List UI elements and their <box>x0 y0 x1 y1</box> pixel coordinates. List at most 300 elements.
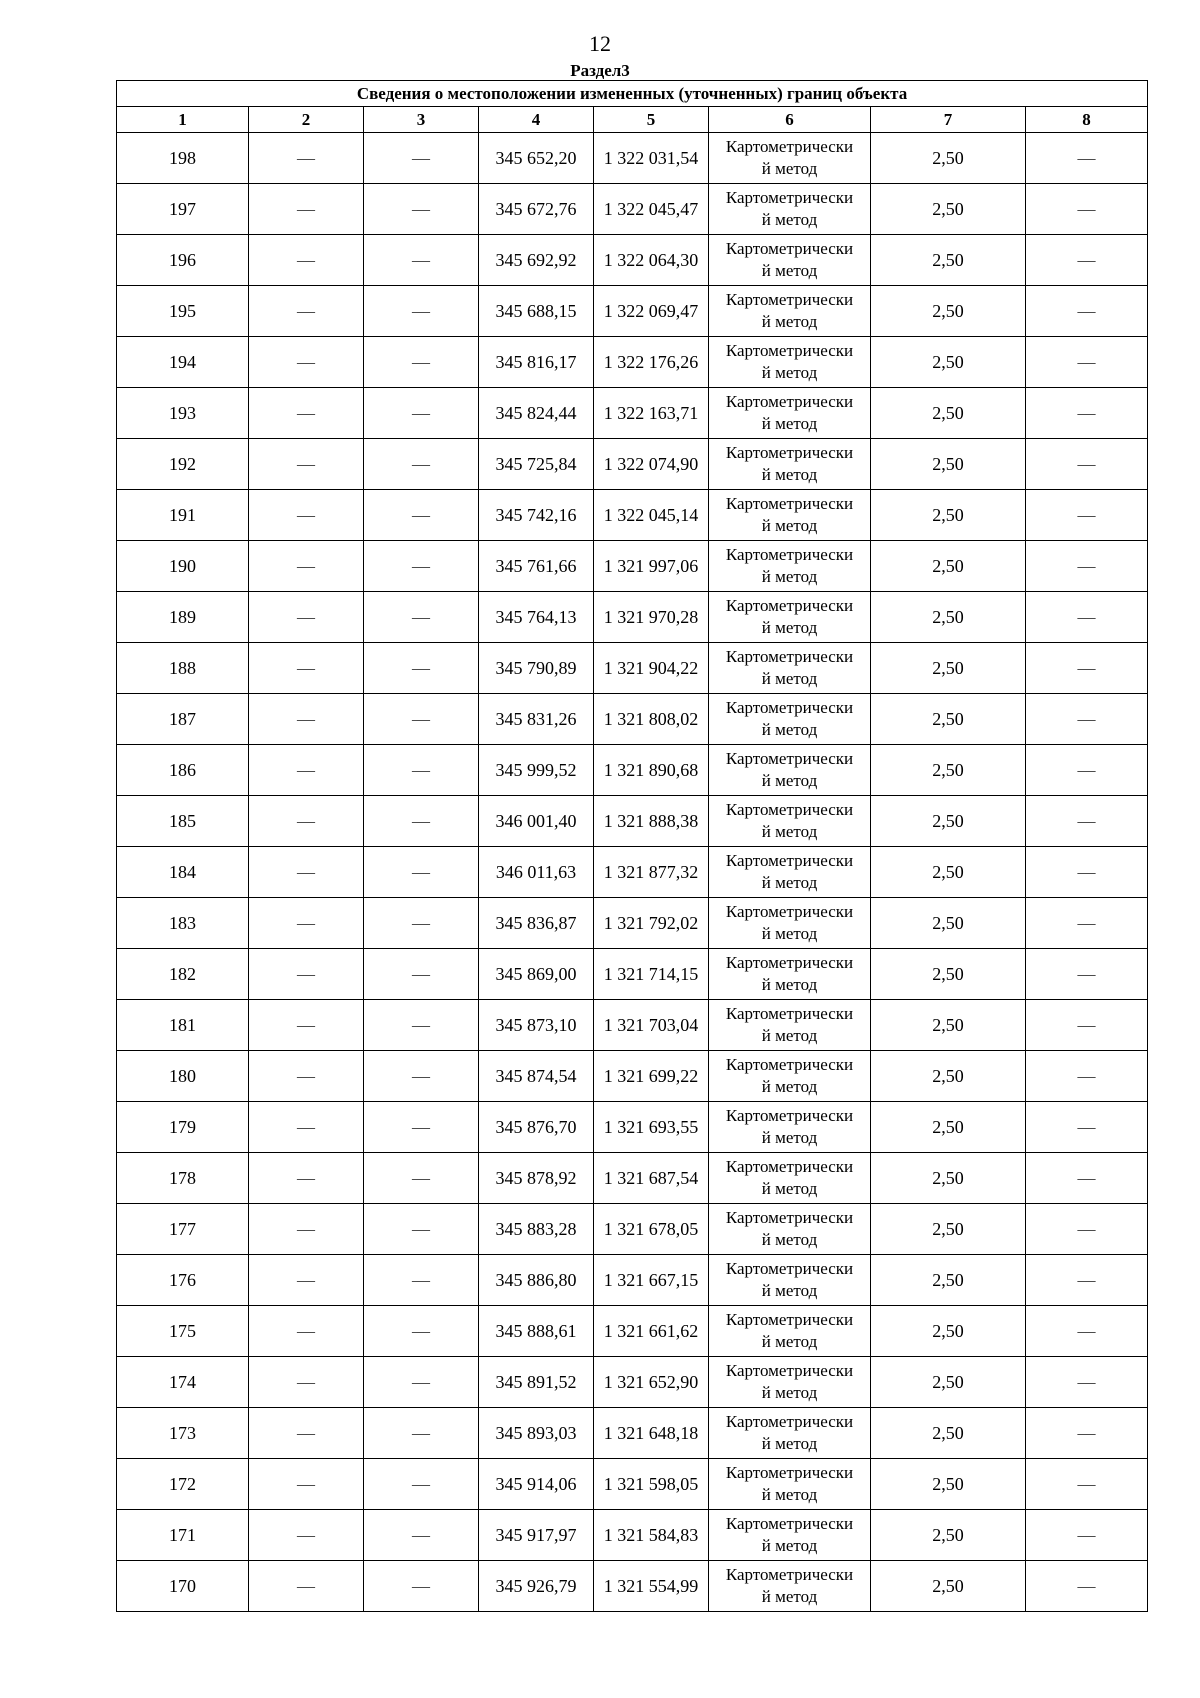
table-row <box>117 949 1148 1000</box>
col3-cell: — <box>364 1204 479 1255</box>
method-cell <box>709 1204 871 1255</box>
col3-cell: — <box>364 949 479 1000</box>
accuracy-cell: 2,50 <box>871 184 1026 235</box>
col8-cell: — <box>1026 643 1148 694</box>
x-coordinate-cell: 345 893,03 <box>479 1408 594 1459</box>
method-line-2: й метод <box>761 1485 818 1504</box>
method-cell <box>709 388 871 439</box>
col8-cell: — <box>1026 439 1148 490</box>
col8-cell: — <box>1026 1255 1148 1306</box>
method-line-2: й метод <box>761 720 818 739</box>
point-number-cell: 183 <box>117 898 249 949</box>
accuracy-cell: 2,50 <box>871 1408 1026 1459</box>
col2-cell: — <box>249 847 364 898</box>
column-number-header: 7 <box>871 107 1026 133</box>
method-cell <box>709 1561 871 1612</box>
accuracy-cell: 2,50 <box>871 1153 1026 1204</box>
column-number-header: 4 <box>479 107 594 133</box>
y-coordinate-cell: 1 321 652,90 <box>594 1357 709 1408</box>
method-line-2: й метод <box>761 618 818 637</box>
col2-cell: — <box>249 1000 364 1051</box>
accuracy-cell: 2,50 <box>871 1459 1026 1510</box>
y-coordinate-cell: 1 322 045,47 <box>594 184 709 235</box>
point-number-cell: 173 <box>117 1408 249 1459</box>
page-number: 12 <box>589 31 611 56</box>
method-cell <box>709 796 871 847</box>
col2-cell: — <box>249 1204 364 1255</box>
point-number-cell: 175 <box>117 1306 249 1357</box>
table-row <box>117 286 1148 337</box>
col8-cell: — <box>1026 1306 1148 1357</box>
method-line-1: Картометрически <box>725 1514 854 1533</box>
table-row <box>117 133 1148 184</box>
x-coordinate-cell: 345 688,15 <box>479 286 594 337</box>
method-line-1: Картометрически <box>725 953 854 972</box>
method-line-2: й метод <box>761 771 818 790</box>
method-cell <box>709 694 871 745</box>
method-line-2: й метод <box>761 1179 818 1198</box>
point-number-cell: 176 <box>117 1255 249 1306</box>
x-coordinate-cell: 345 886,80 <box>479 1255 594 1306</box>
method-line-1: Картометрически <box>725 1055 854 1074</box>
col2-cell: — <box>249 592 364 643</box>
col3-cell: — <box>364 796 479 847</box>
y-coordinate-cell: 1 322 045,14 <box>594 490 709 541</box>
point-number-cell: 182 <box>117 949 249 1000</box>
method-line-1: Картометрически <box>725 902 854 921</box>
accuracy-cell: 2,50 <box>871 949 1026 1000</box>
point-number-cell: 179 <box>117 1102 249 1153</box>
col2-cell: — <box>249 1357 364 1408</box>
method-cell <box>709 133 871 184</box>
x-coordinate-cell: 345 742,16 <box>479 490 594 541</box>
method-line-2: й метод <box>761 261 818 280</box>
col8-cell: — <box>1026 1408 1148 1459</box>
col2-cell: — <box>249 235 364 286</box>
x-coordinate-cell: 345 917,97 <box>479 1510 594 1561</box>
y-coordinate-cell: 1 321 714,15 <box>594 949 709 1000</box>
table-row <box>117 796 1148 847</box>
x-coordinate-cell: 345 831,26 <box>479 694 594 745</box>
method-line-2: й метод <box>761 1536 818 1555</box>
y-coordinate-cell: 1 321 678,05 <box>594 1204 709 1255</box>
table-row <box>117 1000 1148 1051</box>
y-coordinate-cell: 1 321 703,04 <box>594 1000 709 1051</box>
column-number-header: 2 <box>249 107 364 133</box>
col3-cell: — <box>364 1255 479 1306</box>
method-line-2: й метод <box>761 414 818 433</box>
method-cell <box>709 490 871 541</box>
method-line-1: Картометрически <box>725 137 854 156</box>
col3-cell: — <box>364 133 479 184</box>
table-row <box>117 439 1148 490</box>
method-cell <box>709 949 871 1000</box>
col8-cell: — <box>1026 694 1148 745</box>
accuracy-cell: 2,50 <box>871 1051 1026 1102</box>
table-row <box>117 388 1148 439</box>
method-line-1: Картометрически <box>725 1259 854 1278</box>
col2-cell: — <box>249 337 364 388</box>
table-caption: Сведения о местоположении измененных (уточненных) границ объекта <box>117 81 1148 107</box>
col8-cell: — <box>1026 796 1148 847</box>
method-line-2: й метод <box>761 1332 818 1351</box>
col8-cell: — <box>1026 541 1148 592</box>
table-body <box>117 133 1148 1612</box>
y-coordinate-cell: 1 321 554,99 <box>594 1561 709 1612</box>
x-coordinate-cell: 345 824,44 <box>479 388 594 439</box>
y-coordinate-cell: 1 321 687,54 <box>594 1153 709 1204</box>
x-coordinate-cell: 345 891,52 <box>479 1357 594 1408</box>
x-coordinate-cell: 345 878,92 <box>479 1153 594 1204</box>
table-row <box>117 235 1148 286</box>
method-line-2: й метод <box>761 159 818 178</box>
col2-cell: — <box>249 796 364 847</box>
method-cell <box>709 1051 871 1102</box>
y-coordinate-cell: 1 322 074,90 <box>594 439 709 490</box>
y-coordinate-cell: 1 321 648,18 <box>594 1408 709 1459</box>
method-line-1: Картометрически <box>725 1004 854 1023</box>
table-row <box>117 1051 1148 1102</box>
y-coordinate-cell: 1 321 584,83 <box>594 1510 709 1561</box>
method-line-1: Картометрически <box>725 800 854 819</box>
method-line-2: й метод <box>761 210 818 229</box>
col3-cell: — <box>364 1408 479 1459</box>
method-line-2: й метод <box>761 975 818 994</box>
method-cell <box>709 1357 871 1408</box>
col3-cell: — <box>364 490 479 541</box>
method-line-2: й метод <box>761 465 818 484</box>
accuracy-cell: 2,50 <box>871 490 1026 541</box>
point-number-cell: 178 <box>117 1153 249 1204</box>
method-line-1: Картометрически <box>725 1361 854 1380</box>
col8-cell: — <box>1026 235 1148 286</box>
y-coordinate-cell: 1 322 176,26 <box>594 337 709 388</box>
x-coordinate-cell: 346 011,63 <box>479 847 594 898</box>
col2-cell: — <box>249 184 364 235</box>
method-line-2: й метод <box>761 822 818 841</box>
method-cell <box>709 439 871 490</box>
col3-cell: — <box>364 1306 479 1357</box>
col3-cell: — <box>364 541 479 592</box>
x-coordinate-cell: 345 874,54 <box>479 1051 594 1102</box>
accuracy-cell: 2,50 <box>871 1510 1026 1561</box>
method-line-2: й метод <box>761 516 818 535</box>
table-row <box>117 541 1148 592</box>
col2-cell: — <box>249 1510 364 1561</box>
col8-cell: — <box>1026 745 1148 796</box>
col2-cell: — <box>249 1051 364 1102</box>
y-coordinate-cell: 1 321 598,05 <box>594 1459 709 1510</box>
y-coordinate-cell: 1 321 699,22 <box>594 1051 709 1102</box>
table-row <box>117 1510 1148 1561</box>
col3-cell: — <box>364 643 479 694</box>
col8-cell: — <box>1026 184 1148 235</box>
table-row <box>117 1357 1148 1408</box>
method-line-1: Картометрически <box>725 851 854 870</box>
x-coordinate-cell: 345 888,61 <box>479 1306 594 1357</box>
col8-cell: — <box>1026 1357 1148 1408</box>
col3-cell: — <box>364 1153 479 1204</box>
col3-cell: — <box>364 592 479 643</box>
x-coordinate-cell: 345 914,06 <box>479 1459 594 1510</box>
point-number-cell: 192 <box>117 439 249 490</box>
point-number-cell: 191 <box>117 490 249 541</box>
accuracy-cell: 2,50 <box>871 694 1026 745</box>
col3-cell: — <box>364 847 479 898</box>
method-cell <box>709 643 871 694</box>
accuracy-cell: 2,50 <box>871 847 1026 898</box>
point-number-cell: 186 <box>117 745 249 796</box>
point-number-cell: 194 <box>117 337 249 388</box>
method-cell <box>709 1459 871 1510</box>
col8-cell: — <box>1026 1051 1148 1102</box>
col3-cell: — <box>364 337 479 388</box>
method-cell <box>709 1408 871 1459</box>
col3-cell: — <box>364 1000 479 1051</box>
col8-cell: — <box>1026 490 1148 541</box>
method-line-1: Картометрически <box>725 1412 854 1431</box>
method-line-2: й метод <box>761 669 818 688</box>
x-coordinate-cell: 345 883,28 <box>479 1204 594 1255</box>
method-line-1: Картометрически <box>725 647 854 666</box>
accuracy-cell: 2,50 <box>871 898 1026 949</box>
col2-cell: — <box>249 541 364 592</box>
accuracy-cell: 2,50 <box>871 286 1026 337</box>
method-line-2: й метод <box>761 1587 818 1606</box>
col8-cell: — <box>1026 1102 1148 1153</box>
point-number-cell: 189 <box>117 592 249 643</box>
x-coordinate-cell: 345 790,89 <box>479 643 594 694</box>
method-line-2: й метод <box>761 567 818 586</box>
col3-cell: — <box>364 388 479 439</box>
table-row <box>117 694 1148 745</box>
table-row <box>117 592 1148 643</box>
table-row <box>117 337 1148 388</box>
accuracy-cell: 2,50 <box>871 796 1026 847</box>
col3-cell: — <box>364 1459 479 1510</box>
method-cell <box>709 1102 871 1153</box>
point-number-cell: 180 <box>117 1051 249 1102</box>
col8-cell: — <box>1026 949 1148 1000</box>
method-cell <box>709 898 871 949</box>
point-number-cell: 193 <box>117 388 249 439</box>
method-line-2: й метод <box>761 1230 818 1249</box>
col8-cell: — <box>1026 898 1148 949</box>
y-coordinate-cell: 1 321 888,38 <box>594 796 709 847</box>
point-number-cell: 197 <box>117 184 249 235</box>
table-row <box>117 1408 1148 1459</box>
x-coordinate-cell: 345 836,87 <box>479 898 594 949</box>
col2-cell: — <box>249 388 364 439</box>
method-cell <box>709 235 871 286</box>
y-coordinate-cell: 1 321 997,06 <box>594 541 709 592</box>
accuracy-cell: 2,50 <box>871 592 1026 643</box>
col3-cell: — <box>364 1561 479 1612</box>
boundary-coordinates-table <box>116 80 1148 1612</box>
table-row <box>117 1204 1148 1255</box>
x-coordinate-cell: 345 652,20 <box>479 133 594 184</box>
x-coordinate-cell: 345 999,52 <box>479 745 594 796</box>
method-cell <box>709 1000 871 1051</box>
col3-cell: — <box>364 286 479 337</box>
col3-cell: — <box>364 1051 479 1102</box>
col2-cell: — <box>249 1306 364 1357</box>
section-title: Раздел3 <box>570 61 630 80</box>
accuracy-cell: 2,50 <box>871 337 1026 388</box>
col2-cell: — <box>249 643 364 694</box>
col8-cell: — <box>1026 1459 1148 1510</box>
point-number-cell: 170 <box>117 1561 249 1612</box>
y-coordinate-cell: 1 321 877,32 <box>594 847 709 898</box>
point-number-cell: 174 <box>117 1357 249 1408</box>
method-line-1: Картометрически <box>725 1565 854 1584</box>
method-line-1: Картометрически <box>725 1463 854 1482</box>
column-number-header: 6 <box>709 107 871 133</box>
col2-cell: — <box>249 1561 364 1612</box>
column-number-row <box>117 107 1148 133</box>
point-number-cell: 195 <box>117 286 249 337</box>
method-cell <box>709 184 871 235</box>
method-line-2: й метод <box>761 1026 818 1045</box>
col8-cell: — <box>1026 1510 1148 1561</box>
y-coordinate-cell: 1 322 069,47 <box>594 286 709 337</box>
method-line-1: Картометрически <box>725 1157 854 1176</box>
col8-cell: — <box>1026 592 1148 643</box>
col8-cell: — <box>1026 388 1148 439</box>
method-line-2: й метод <box>761 1128 818 1147</box>
method-line-1: Картометрически <box>725 596 854 615</box>
method-line-1: Картометрически <box>725 392 854 411</box>
point-number-cell: 185 <box>117 796 249 847</box>
col8-cell: — <box>1026 337 1148 388</box>
col8-cell: — <box>1026 1204 1148 1255</box>
method-line-1: Картометрически <box>725 341 854 360</box>
col3-cell: — <box>364 439 479 490</box>
method-cell <box>709 286 871 337</box>
y-coordinate-cell: 1 321 792,02 <box>594 898 709 949</box>
x-coordinate-cell: 346 001,40 <box>479 796 594 847</box>
col2-cell: — <box>249 745 364 796</box>
col2-cell: — <box>249 949 364 1000</box>
accuracy-cell: 2,50 <box>871 1306 1026 1357</box>
point-number-cell: 196 <box>117 235 249 286</box>
point-number-cell: 198 <box>117 133 249 184</box>
column-number-header: 5 <box>594 107 709 133</box>
col8-cell: — <box>1026 1153 1148 1204</box>
accuracy-cell: 2,50 <box>871 133 1026 184</box>
accuracy-cell: 2,50 <box>871 1204 1026 1255</box>
method-line-1: Картометрически <box>725 443 854 462</box>
y-coordinate-cell: 1 322 163,71 <box>594 388 709 439</box>
table-row <box>117 1561 1148 1612</box>
method-cell <box>709 1510 871 1561</box>
method-line-2: й метод <box>761 1281 818 1300</box>
table-row <box>117 1153 1148 1204</box>
y-coordinate-cell: 1 321 970,28 <box>594 592 709 643</box>
x-coordinate-cell: 345 926,79 <box>479 1561 594 1612</box>
col8-cell: — <box>1026 847 1148 898</box>
point-number-cell: 187 <box>117 694 249 745</box>
x-coordinate-cell: 345 761,66 <box>479 541 594 592</box>
x-coordinate-cell: 345 816,17 <box>479 337 594 388</box>
col2-cell: — <box>249 490 364 541</box>
col8-cell: — <box>1026 1561 1148 1612</box>
table-row <box>117 745 1148 796</box>
table-row <box>117 1255 1148 1306</box>
method-cell <box>709 592 871 643</box>
y-coordinate-cell: 1 321 904,22 <box>594 643 709 694</box>
accuracy-cell: 2,50 <box>871 643 1026 694</box>
x-coordinate-cell: 345 764,13 <box>479 592 594 643</box>
method-line-1: Картометрически <box>725 494 854 513</box>
y-coordinate-cell: 1 322 031,54 <box>594 133 709 184</box>
table-row <box>117 643 1148 694</box>
col2-cell: — <box>249 1459 364 1510</box>
col2-cell: — <box>249 286 364 337</box>
accuracy-cell: 2,50 <box>871 1561 1026 1612</box>
method-line-1: Картометрически <box>725 188 854 207</box>
column-number-header: 8 <box>1026 107 1148 133</box>
method-line-1: Картометрически <box>725 1310 854 1329</box>
point-number-cell: 181 <box>117 1000 249 1051</box>
method-line-1: Картометрически <box>725 239 854 258</box>
table-row <box>117 1306 1148 1357</box>
method-cell <box>709 847 871 898</box>
col8-cell: — <box>1026 286 1148 337</box>
accuracy-cell: 2,50 <box>871 1102 1026 1153</box>
method-cell <box>709 1255 871 1306</box>
column-number-header: 3 <box>364 107 479 133</box>
table-row <box>117 847 1148 898</box>
col3-cell: — <box>364 1510 479 1561</box>
col2-cell: — <box>249 439 364 490</box>
point-number-cell: 171 <box>117 1510 249 1561</box>
point-number-cell: 184 <box>117 847 249 898</box>
y-coordinate-cell: 1 321 693,55 <box>594 1102 709 1153</box>
method-line-2: й метод <box>761 1383 818 1402</box>
col2-cell: — <box>249 1255 364 1306</box>
col3-cell: — <box>364 745 479 796</box>
method-line-1: Картометрически <box>725 698 854 717</box>
accuracy-cell: 2,50 <box>871 1357 1026 1408</box>
x-coordinate-cell: 345 725,84 <box>479 439 594 490</box>
x-coordinate-cell: 345 692,92 <box>479 235 594 286</box>
column-number-header: 1 <box>117 107 249 133</box>
col2-cell: — <box>249 133 364 184</box>
col2-cell: — <box>249 694 364 745</box>
table-row <box>117 184 1148 235</box>
accuracy-cell: 2,50 <box>871 1000 1026 1051</box>
col3-cell: — <box>364 694 479 745</box>
accuracy-cell: 2,50 <box>871 235 1026 286</box>
col2-cell: — <box>249 898 364 949</box>
y-coordinate-cell: 1 321 667,15 <box>594 1255 709 1306</box>
method-line-1: Картометрически <box>725 290 854 309</box>
col8-cell: — <box>1026 133 1148 184</box>
accuracy-cell: 2,50 <box>871 388 1026 439</box>
method-cell <box>709 1306 871 1357</box>
x-coordinate-cell: 345 869,00 <box>479 949 594 1000</box>
accuracy-cell: 2,50 <box>871 1255 1026 1306</box>
col2-cell: — <box>249 1102 364 1153</box>
point-number-cell: 188 <box>117 643 249 694</box>
col2-cell: — <box>249 1408 364 1459</box>
accuracy-cell: 2,50 <box>871 541 1026 592</box>
accuracy-cell: 2,50 <box>871 745 1026 796</box>
col3-cell: — <box>364 1357 479 1408</box>
method-line-1: Картометрически <box>725 1106 854 1125</box>
accuracy-cell: 2,50 <box>871 439 1026 490</box>
